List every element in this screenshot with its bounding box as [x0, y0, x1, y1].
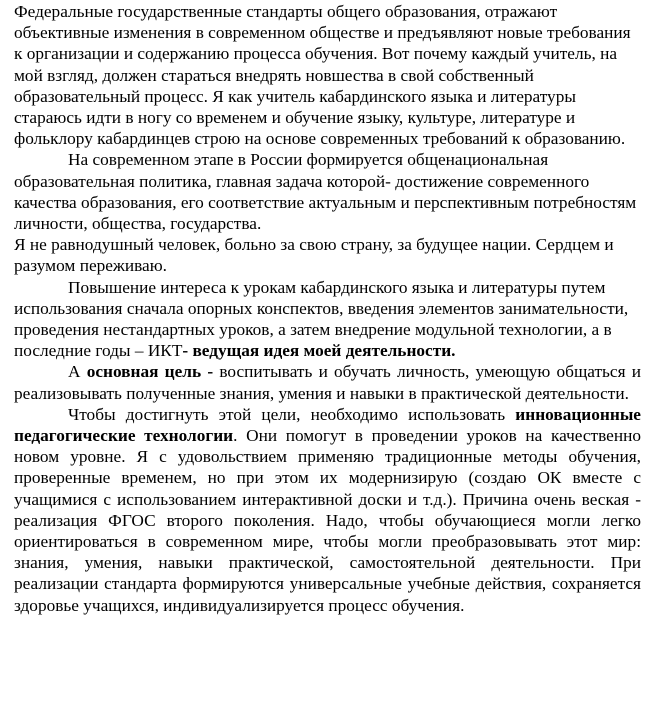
main-goal-bold: основная цель - [86, 362, 214, 382]
paragraph-fgos: Федеральные государственные стандарты общего образования, отражают объективные изменения в современном обществе и предъявляют новые требования к организации и содержанию процесса обучения. Вот почему каждый учитель, на мой взгляд, должен стараться внедрять новшества в свой собственный образовательный процесс. Я как учитель кабардинского языка и литературы стараюсь идти в ногу со временем и обучение языку, культуре, литературе и фольклору кабардинцев строю на основе современных требований к образованию. [14, 2, 631, 149]
main-goal-text: воспитывать и обучать личность, умеющую общаться и реализовывать полученные знания, умения и навыки в практической деятельности. [14, 362, 641, 403]
paragraph-technologies [14, 404, 641, 616]
technologies-text: . Они помогут в проведении уроков на качественно новом уровне. Я с удовольствием применяю традиционные методы обучения, проверенные временем, но при этом их модернизирую (создаю ОК вместе с учащимися с использованием интерактивной доски и т.д.). Причина очень веская - реализация ФГОС второго поколения. Надо, чтобы обучающиеся могли легко ориентироваться в современном мире, чтобы могли преобразовывать этот мир: знания, умения, навыки практической, самостоятельной деятельности. При реализации стандарта формируются универсальные учебные действия, сохраняется здоровье учащихся, индивидуализируется процесс обучения. [14, 426, 641, 615]
main-idea-text: Повышение интереса к урокам кабардинского языка и литературы путем использования сначала опорных конспектов, введения элементов занимательности, проведения нестандартных уроков, а затем внедрение модульной технологии, а в последние годы – ИКТ [14, 277, 629, 361]
main-goal-lead: А [68, 362, 81, 382]
paragraph-main-goal [14, 361, 641, 403]
paragraph-national-policy: На современном этапе в России формируется общенациональная образовательная политика, главная задача которой- достижение современного качества образования, его соответствие актуальным и перспективным потребностям личности, общества, государства. [14, 150, 637, 234]
paragraph-main-idea [14, 277, 641, 362]
paragraph-personal: Я не равнодушный человек, больно за свою страну, за будущее нации. Сердцем и разумом переживаю. [14, 235, 614, 276]
technologies-bold: инновационные педагогические технологии [14, 404, 641, 446]
main-idea-bold: - ведущая идея моей деятельности. [182, 341, 456, 361]
technologies-lead: Чтобы достигнуть этой цели, необходимо использовать [68, 404, 506, 424]
